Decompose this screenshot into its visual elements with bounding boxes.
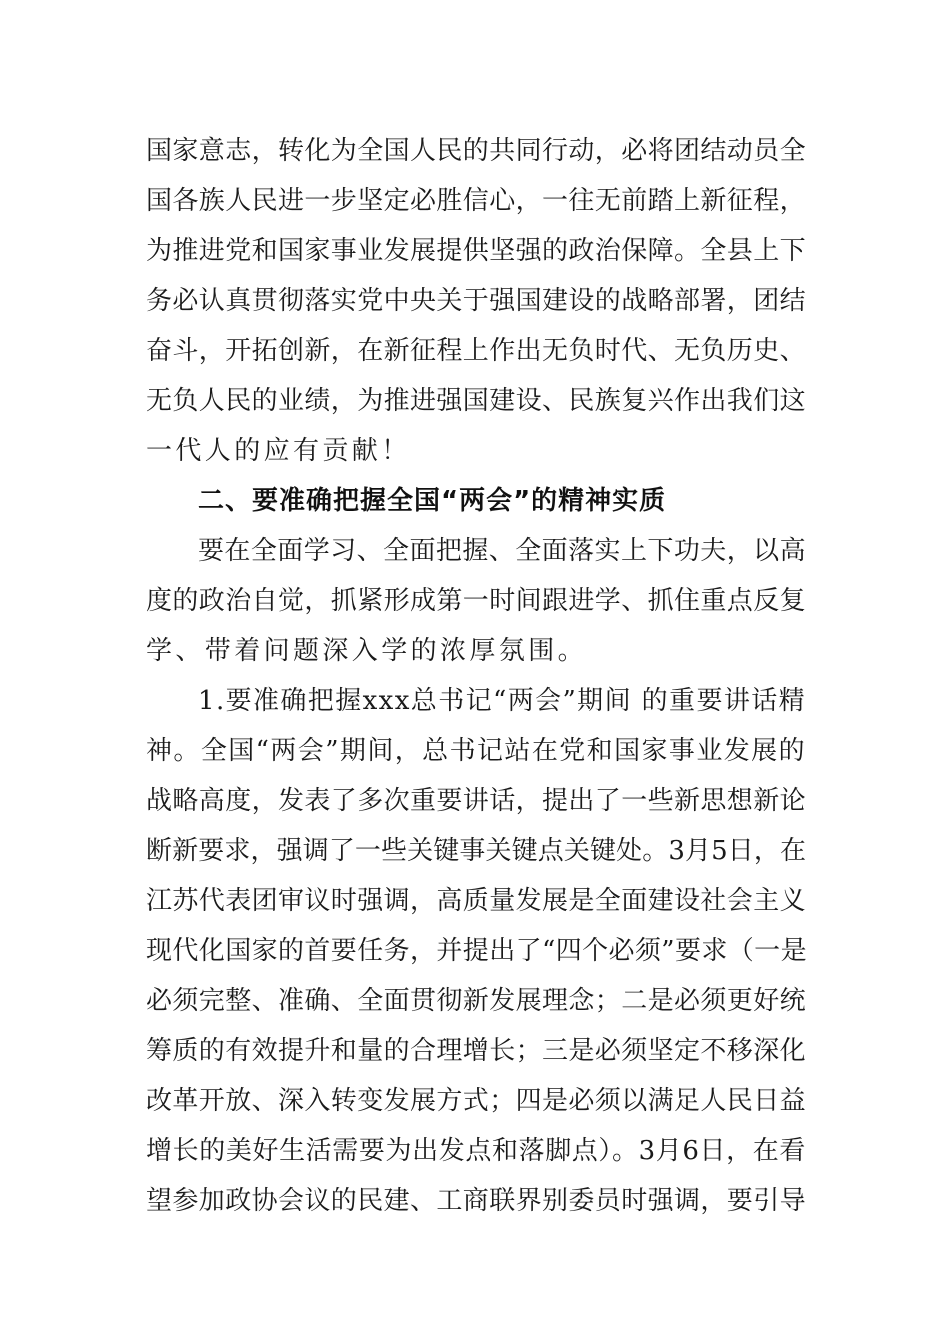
paragraph-line: 江苏代表团审议时强调，高质量发展是全面建设社会主义 bbox=[146, 886, 807, 916]
section-heading: 二、要准确把握全国“两会”的精神实质 bbox=[198, 486, 667, 516]
paragraph-line: 奋斗，开拓创新，在新征程上作出无负时代、无负历史、 bbox=[146, 336, 807, 366]
paragraph-line: 无负人民的业绩，为推进强国建设、民族复兴作出我们这 bbox=[146, 386, 807, 416]
paragraph-line: 要在全面学习、全面把握、全面落实上下功夫，以高 bbox=[198, 536, 806, 566]
paragraph-line: 1.要准确把握xxx总书记“两会”期间 的重要讲话精 bbox=[198, 686, 807, 716]
paragraph-line: 务必认真贯彻落实党中央关于强国建设的战略部署，团结 bbox=[146, 286, 807, 316]
paragraph-line: 国各族人民进一步坚定必胜信心，一往无前踏上新征程， bbox=[146, 186, 807, 216]
paragraph-line: 必须完整、准确、全面贯彻新发展理念；二是必须更好统 bbox=[146, 986, 807, 1016]
paragraph-line: 一代人的应有贡献！ bbox=[146, 436, 411, 466]
paragraph-line: 断新要求，强调了一些关键事关键点关键处。3月5日，在 bbox=[146, 836, 806, 866]
paragraph-line: 度的政治自觉，抓紧形成第一时间跟进学、抓住重点反复 bbox=[146, 586, 807, 616]
paragraph-line: 增长的美好生活需要为出发点和落脚点）。3月6日，在看 bbox=[146, 1136, 806, 1166]
paragraph-line: 为推进党和国家事业发展提供坚强的政治保障。全县上下 bbox=[146, 236, 807, 266]
paragraph-line: 学、带着问题深入学的浓厚氛围。 bbox=[146, 636, 588, 666]
paragraph-line: 国家意志，转化为全国人民的共同行动，必将团结动员全 bbox=[146, 136, 807, 166]
paragraph-line: 战略高度，发表了多次重要讲话，提出了一些新思想新论 bbox=[146, 786, 807, 816]
paragraph-line: 改革开放、深入转变发展方式；四是必须以满足人民日益 bbox=[146, 1086, 807, 1116]
paragraph-line: 神。全国“两会”期间，总书记站在党和国家事业发展的 bbox=[146, 736, 806, 766]
paragraph-line: 筹质的有效提升和量的合理增长；三是必须坚定不移深化 bbox=[146, 1036, 807, 1066]
paragraph-line: 望参加政协会议的民建、工商联界别委员时强调，要引导 bbox=[146, 1186, 807, 1216]
paragraph-line: 现代化国家的首要任务，并提出了“四个必须”要求（一是 bbox=[146, 936, 807, 966]
